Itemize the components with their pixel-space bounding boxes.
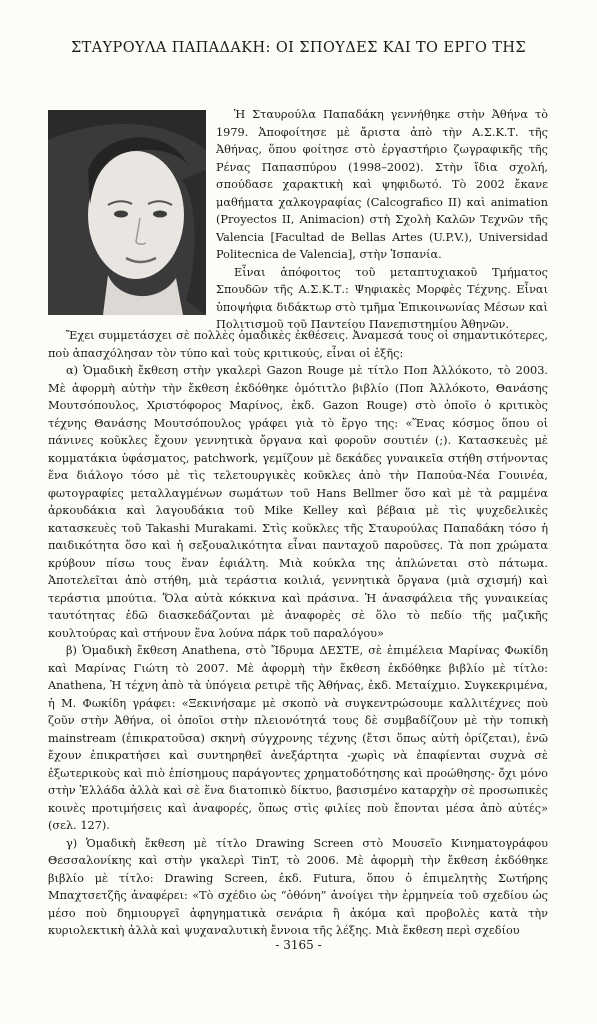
bio-paragraph: Εἶναι ἀπόφοιτος τοῦ μεταπτυχιακοῦ Τμήματος Σπουδῶν τῆς Α.Σ.Κ.Τ.: Ψηφιακὲς Μορφὲς Τέχνης. Εἶναι ὑποψήφια διδάκτωρ στὸ τμῆμα Ἐπικοινωνίας Μέσων καὶ Πολιτισμοῦ τοῦ Παντείου Πανεπιστημίου Ἀθηνῶν. [216,265,548,331]
body-paragraph: β) Ὁμαδικὴ ἔκθεση Anathena, στὸ Ἴδρυμα ΔΕΣΤΕ, σὲ ἐπιμέλεια Μαρίνας Φωκίδη καὶ Μαρίνας Γιώτη τὸ 2007. Μὲ ἀφορμὴ τὴν ἔκθεση ἐκδόθηκε βιβλίο μὲ τίτλο: Anathena, Ἡ τέχνη ἀπὸ τὰ ὑπόγεια ρετιρὲ τῆς Ἀθήνας, ἐκδ. Μεταίχμιο. Συγκεκριμένα, ἡ Μ. Φωκίδη γράφει: «Ξεκινήσαμε μὲ σκοπὸ νὰ συγκεντρώσουμε καλλιτέχνες ποὺ ζοῦν στὴν Ἀθήνα, οἱ ὁποῖοι στὴν πλειονότητά τους δὲ συμβαδίζουν μὲ τὴν τοπικὴ mainstream (ἐπικρατοῦσα) σκηνὴ σύγχρονης τέχνης (ἔτσι ὅπως αὐτὴ ὁρίζεται), ἐνῶ ἔχουν ἐπικρατήσει καὶ συντηρηθεῖ ἀνεξάρτητα -χωρὶς νὰ ἐπαφίενται συχνὰ σὲ ἐξωτερικοὺς καὶ πιὸ ἐπίσημους παράγοντες χρηματοδότησης καὶ προώθησης- ὄχι μόνο στὴν Ἑλλάδα ἀλλὰ καὶ σὲ ἕνα διατοπικὸ δίκτυο, βασισμένο καταρχὴν σὲ προσωπικὲς κοινὲς προτιμήσεις καὶ ἀναφορές, ὅπως στὶς φιλίες ποὺ ἔπονται μέσα ἀπὸ αὐτές» (σελ. 127). [48,644,548,832]
body-paragraph: Ἔχει συμμετάσχει σὲ πολλὲς ὁμαδικὲς ἐκθέσεις. Ἀναμεσά τους οἱ σημαντικότερες, ποὺ ἀπασχόλησαν τὸν τύπο καὶ τοὺς κριτικούς, εἶναι οἱ ἑξῆς: [48,329,548,360]
main-text [48,327,548,940]
body-paragraph: α) Ὁμαδικὴ ἔκθεση στὴν γκαλερὶ Gazon Rouge μὲ τίτλο Ποπ Ἀλλόκοτο, τὸ 2003. Μὲ ἀφορμὴ αὐτὴν τὴν ἔκθεση ἐκδόθηκε ὁμότιτλο βιβλίο (Ποπ Ἀλλόκοτο, Θανάσης Μουτσόπουλος, Χριστόφορος Μαρίνος, ἐκδ. Gazon Rouge) στὸ ὁποῖο ὁ κριτικὸς τέχνης Θανάσης Μουτσόπουλος γράφει γιὰ τὸ ἔργο της: «Ἕνας κόσμος ὅπου οἱ πάνινες κοῦκλες ἔχουν γεννητικὰ ὄργανα καὶ φοροῦν σουτιέν (;). Κατασκευὲς μὲ κομματάκια ὑφάσματος, patchwork, γεμίζουν μὲ δεκάδες γυναικεῖα στήθη στήνοντας ἕνα διάλογο τόσο μὲ τὶς τελετουργικὲς κοῦκλες ἀπὸ τὴν Παπούα-Νέα Γουινέα, φωτογραφίες μεταλλαγμένων σωμάτων τοῦ Hans Bellmer ὅσο καὶ μὲ τὰ ραμμένα ἀρκουδάκια καὶ λαγουδάκια τοῦ Mike Kelley καὶ βέβαια μὲ τὶς ψυχεδελικὲς κατασκευὲς τοῦ Takashi Murakami. Στὶς κοῦκλες τῆς Σταυρούλας Παπαδάκη τόσο ἡ παιδικότητα ὅσο καὶ ἡ σεξουαλικότητα εἶναι πανταχοῦ παροῦσες. Τὰ ποπ χρώματα κρύβουν πίσω τους ἕναν ἐφιάλτη. Μιὰ κούκλα της ἁπλώνεται στὸ πάτωμα. Ἀποτελεῖται ἀπὸ στήθη, μιὰ τεράστια κοιλιά, γεννητικὰ ὄργανα (μιὰ σχισμή) καὶ τεράστια μπούτια. Ὅλα αὐτὰ κόκκινα καὶ πράσινα. Ἡ ἀνασφάλεια τῆς γυναικείας ταυτότητας ἐδῶ διασκεδάζονται μὲ ἀναφορὲς σὲ ὅλο τὸ πεδίο τῆς μαζικῆς κουλτούρας καὶ στήνουν ἕνα λούνα πάρκ τοῦ παραλόγου» [48,364,548,640]
bio-paragraph: Ἡ Σταυρούλα Παπαδάκη γεννήθηκε στὴν Ἀθήνα τὸ 1979. Ἀποφοίτησε μὲ ἄριστα ἀπὸ τὴν Α.Σ.Κ.Τ. τῆς Ἀθήνας, ὅπου φοίτησε στὸ ἐργαστήριο ζωγραφικῆς τῆς Ρένας Παπασπύρου (1998–2002). Στὴν ἴδια σχολή, σπούδασε χαρακτικὴ καὶ ψηφιδωτό. Τὸ 2002 ἔκανε μαθήματα χαλκογραφίας (Calcografico II) καὶ animation (Proyectos II, Animacion) στὴ Σχολὴ Καλῶν Τεχνῶν τῆς Valencia [Facultad de Bellas Artes (U.P.V.), Universidad Politecnica de Valencia], στὴν Ἱσπανία. [216,108,548,261]
page-title: ΣΤΑΥΡΟΥΛΑ ΠΑΠΑΔΑΚΗ: ΟΙ ΣΠΟΥΔΕΣ ΚΑΙ ΤΟ ΕΡΓΟ ΤΗΣ [70,40,527,56]
page-number: - 3165 - [275,938,322,952]
body-paragraph: γ) Ὁμαδικὴ ἔκθεση μὲ τίτλο Drawing Screen στὸ Μουσεῖο Κινηματογράφου Θεσσαλονίκης καὶ στὴν γκαλερὶ TinT, τὸ 2006. Μὲ ἀφορμὴ τὴν ἔκθεση ἐκδόθηκε βιβλίο μὲ τίτλο: Drawing Screen, ἐκδ. Futura, ὅπου ὁ ἐπιμελητὴς Σωτήρης Μπαχτσετζῆς ἀναφέρει: «Τὸ σχέδιο ὡς “ὀθόνη” ἀνοίγει τὴν ἑρμηνεία τοῦ σχεδίου ὡς μέσο ποὺ δημιουργεῖ ἀφηγηματικὰ σενάρια ἢ ἀκόμα καὶ προβολὲς κατὰ τὴν κυριολεκτικὴ ἀλλὰ καὶ ψυχαναλυτικὴ ἔννοια τῆς λέξης. Μιὰ ἔκθεση περὶ σχεδίου [48,836,548,937]
portrait-photo [48,110,206,315]
biography-text [216,106,548,334]
